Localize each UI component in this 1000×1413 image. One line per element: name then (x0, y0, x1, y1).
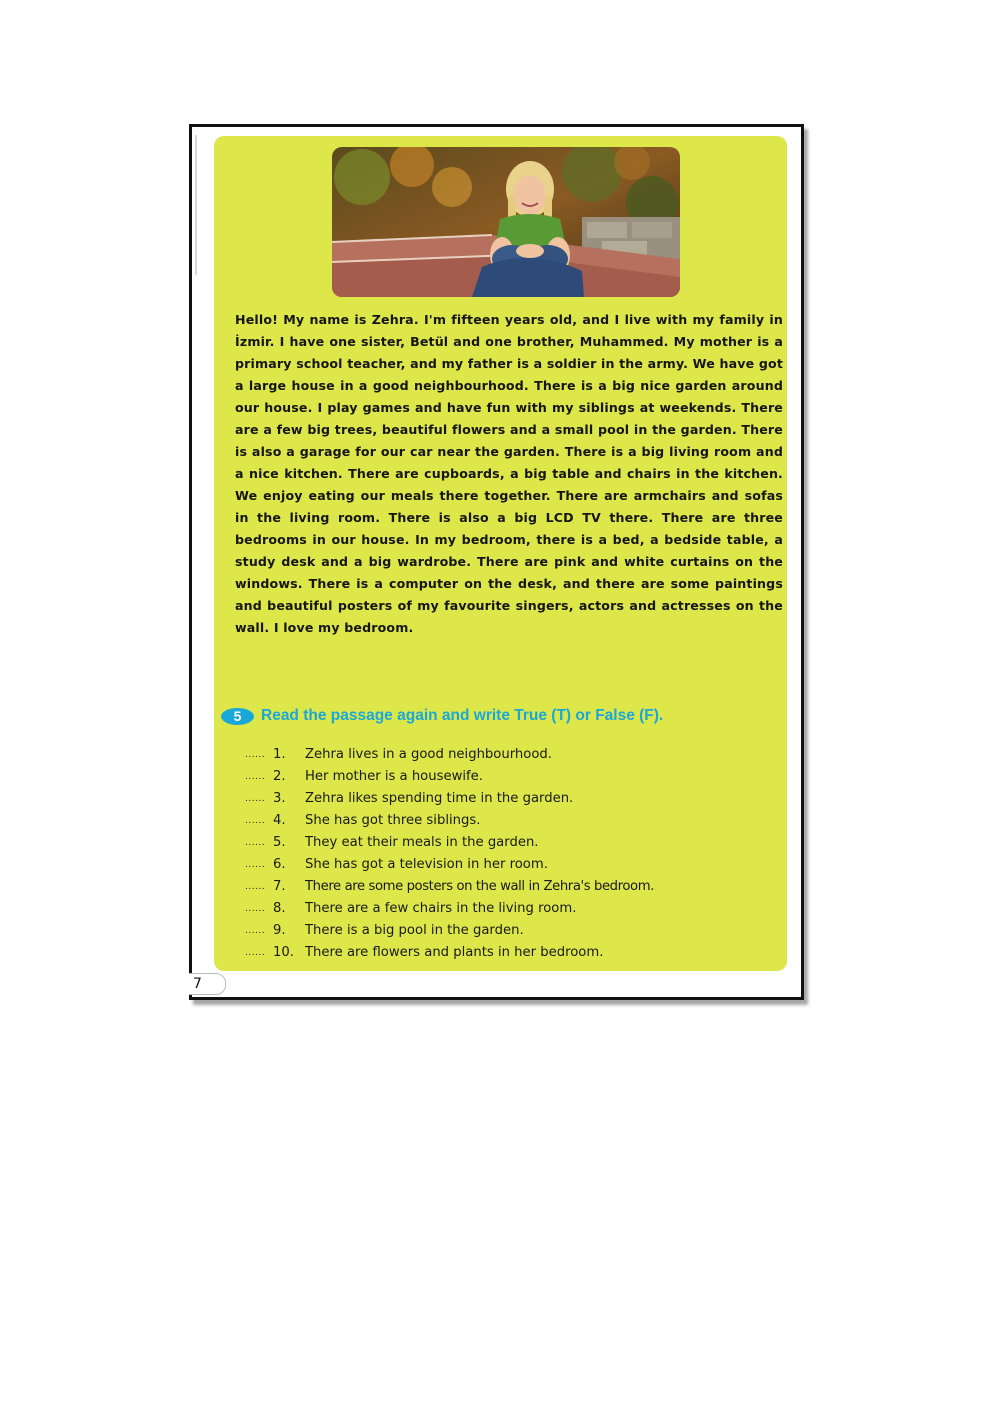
item-statement: They eat their meals in the garden. (305, 835, 539, 850)
answer-blank[interactable]: ...... (245, 948, 266, 958)
item-number: 4. (273, 813, 286, 828)
item-statement: She has got three siblings. (305, 813, 481, 828)
item-statement: Zehra likes spending time in the garden. (305, 791, 574, 806)
answer-blank[interactable]: ...... (245, 838, 266, 848)
item-statement: There is a big pool in the garden. (305, 923, 524, 938)
item-number: 10. (273, 945, 294, 960)
page-number: 7 (193, 976, 202, 992)
list-item (245, 854, 790, 876)
true-false-list (245, 744, 790, 964)
item-number: 5. (273, 835, 286, 850)
girl-photo (332, 147, 680, 297)
item-number: 3. (273, 791, 286, 806)
answer-blank[interactable]: ...... (245, 772, 266, 782)
list-item (245, 766, 790, 788)
worksheet-frame (189, 124, 804, 1000)
item-statement: There are a few chairs in the living room. (305, 901, 577, 916)
item-number: 2. (273, 769, 286, 784)
item-number: 8. (273, 901, 286, 916)
answer-blank[interactable]: ...... (245, 882, 266, 892)
item-statement: There are flowers and plants in her bedroom. (305, 945, 604, 960)
list-item (245, 810, 790, 832)
girl-sitting-on-steps-image (332, 147, 680, 297)
item-number: 9. (273, 923, 286, 938)
page-number-tab (189, 973, 226, 995)
item-statement: There are some posters on the wall in Zehra's bedroom. (305, 879, 654, 894)
answer-blank[interactable]: ...... (245, 794, 266, 804)
answer-blank[interactable]: ...... (245, 904, 266, 914)
item-statement: Zehra lives in a good neighbourhood. (305, 747, 552, 762)
list-item (245, 744, 790, 766)
item-statement: Her mother is a housewife. (305, 769, 483, 784)
exercise-instruction: Read the passage again and write True (T) or False (F). (261, 707, 664, 724)
exercise-header (221, 708, 761, 748)
list-item (245, 920, 790, 942)
list-item (245, 898, 790, 920)
list-item (245, 832, 790, 854)
frame-edge-line (195, 135, 197, 275)
answer-blank[interactable]: ...... (245, 860, 266, 870)
exercise-number-badge: 5 (221, 708, 254, 725)
answer-blank[interactable]: ...... (245, 816, 266, 826)
reading-passage: Hello! My name is Zehra. I'm fifteen years old, and I live with my family in İzmir. I have one sister, Betül and one brother, Muhammed. My mother is a primary school teacher, and my father is a soldier in the army. We have got a large house in a good neighbourhood. There is a big nice garden around our house. I play games and have fun with my siblings at weekends. There are a few big trees, beautiful flowers and a small pool in the garden. There is also a garage for our car near the garden. There is a big living room and a nice kitchen. There are cupboards, a big table and chairs in the kitchen. We enjoy eating our meals there together. There are armchairs and sofas in the living room. There is also a big LCD TV there. There are three bedrooms in our house. In my bedroom, there is a bed, a bedside table, a study desk and a big wardrobe. There are pink and white curtains on the windows. There is a computer on the desk, and there are some paintings and beautiful posters of my favourite singers, actors and actresses on the wall. I love my bedroom. (235, 312, 783, 635)
item-number: 7. (273, 879, 286, 894)
list-item (245, 942, 790, 964)
reading-card (214, 136, 787, 971)
answer-blank[interactable]: ...... (245, 750, 266, 760)
item-statement: She has got a television in her room. (305, 857, 548, 872)
item-number: 6. (273, 857, 286, 872)
answer-blank[interactable]: ...... (245, 926, 266, 936)
item-number: 1. (273, 747, 286, 762)
list-item (245, 788, 790, 810)
list-item (245, 876, 790, 898)
